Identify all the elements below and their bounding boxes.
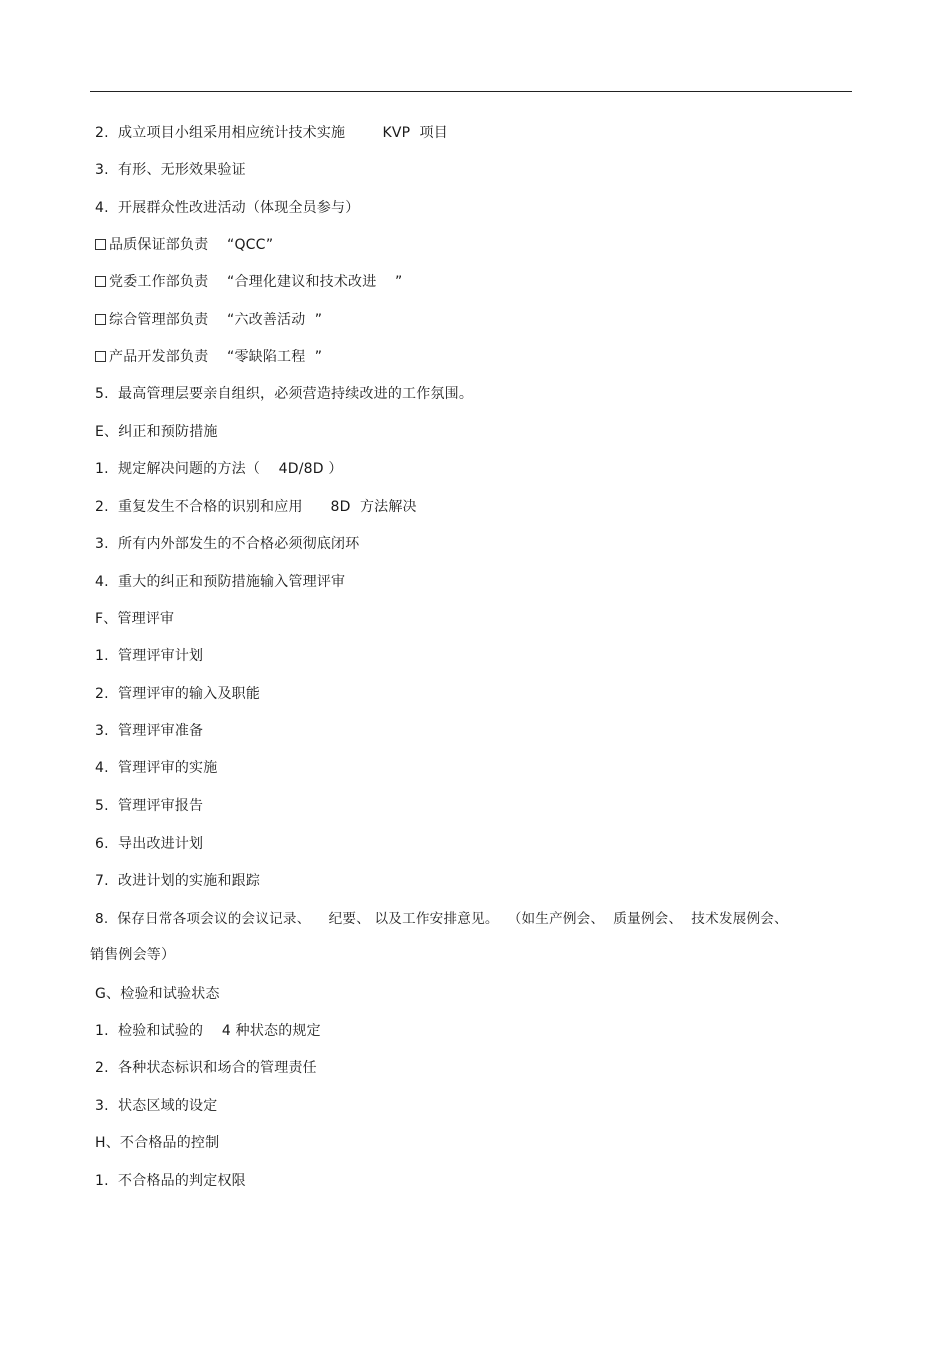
checkbox-icon xyxy=(95,314,106,325)
text-line: 1. 管理评审计划 xyxy=(95,648,204,664)
checkbox-item-label: 党委工作部负责 “合理化建议和技术改进 ” xyxy=(109,274,403,290)
checkbox-item xyxy=(95,273,403,291)
header-rule xyxy=(90,91,852,92)
text-line: 2. 成立项目小组采用相应统计技术实施 KVP 项目 xyxy=(95,125,448,141)
text-line: 2. 各种状态标识和场合的管理责任 xyxy=(95,1060,317,1076)
checkbox-item xyxy=(95,236,273,254)
text-line: 8. 保存日常各项会议的会议记录、 纪要、 以及工作安排意见。 （如生产例会、 质量例会、 技术发展例会、 xyxy=(95,911,788,927)
text-line: 3. 管理评审准备 xyxy=(95,723,204,739)
text-line: 销售例会等） xyxy=(90,947,176,963)
text-line: 2. 管理评审的输入及职能 xyxy=(95,686,261,702)
text-line: 6. 导出改进计划 xyxy=(95,836,204,852)
section-heading: E、纠正和预防措施 xyxy=(95,424,218,440)
checkbox-item xyxy=(95,348,322,366)
checkbox-icon xyxy=(95,239,106,250)
text-line: 1. 检验和试验的 4 种状态的规定 xyxy=(95,1023,321,1039)
checkbox-item-label: 综合管理部负责 “六改善活动 ” xyxy=(109,312,323,328)
checkbox-icon xyxy=(95,351,106,362)
section-heading: F、管理评审 xyxy=(95,611,175,627)
section-heading: G、检验和试验状态 xyxy=(95,986,220,1002)
checkbox-item-label: 品质保证部负责 “QCC” xyxy=(109,237,274,253)
text-line: 5. 管理评审报告 xyxy=(95,798,204,814)
checkbox-icon xyxy=(95,276,106,287)
text-line: 2. 重复发生不合格的识别和应用 8D 方法解决 xyxy=(95,499,417,515)
text-line: 1. 不合格品的判定权限 xyxy=(95,1173,246,1189)
section-heading: H、不合格品的控制 xyxy=(95,1135,220,1151)
text-line: 3. 状态区域的设定 xyxy=(95,1098,218,1114)
text-line: 3. 有形、无形效果验证 xyxy=(95,162,246,178)
text-line: 4. 开展群众性改进活动（体现全员参与） xyxy=(95,200,360,216)
text-line: 3. 所有内外部发生的不合格必须彻底闭环 xyxy=(95,536,360,552)
text-line: 7. 改进计划的实施和跟踪 xyxy=(95,873,261,889)
text-line: 4. 管理评审的实施 xyxy=(95,760,218,776)
checkbox-item-label: 产品开发部负责 “零缺陷工程 ” xyxy=(109,349,323,365)
text-line: 1. 规定解决问题的方法（ 4D/8D ） xyxy=(95,461,343,477)
checkbox-item xyxy=(95,311,322,329)
text-line: 5. 最高管理层要亲自组织，必须营造持续改进的工作氛围。 xyxy=(95,386,474,402)
text-line: 4. 重大的纠正和预防措施输入管理评审 xyxy=(95,574,346,590)
